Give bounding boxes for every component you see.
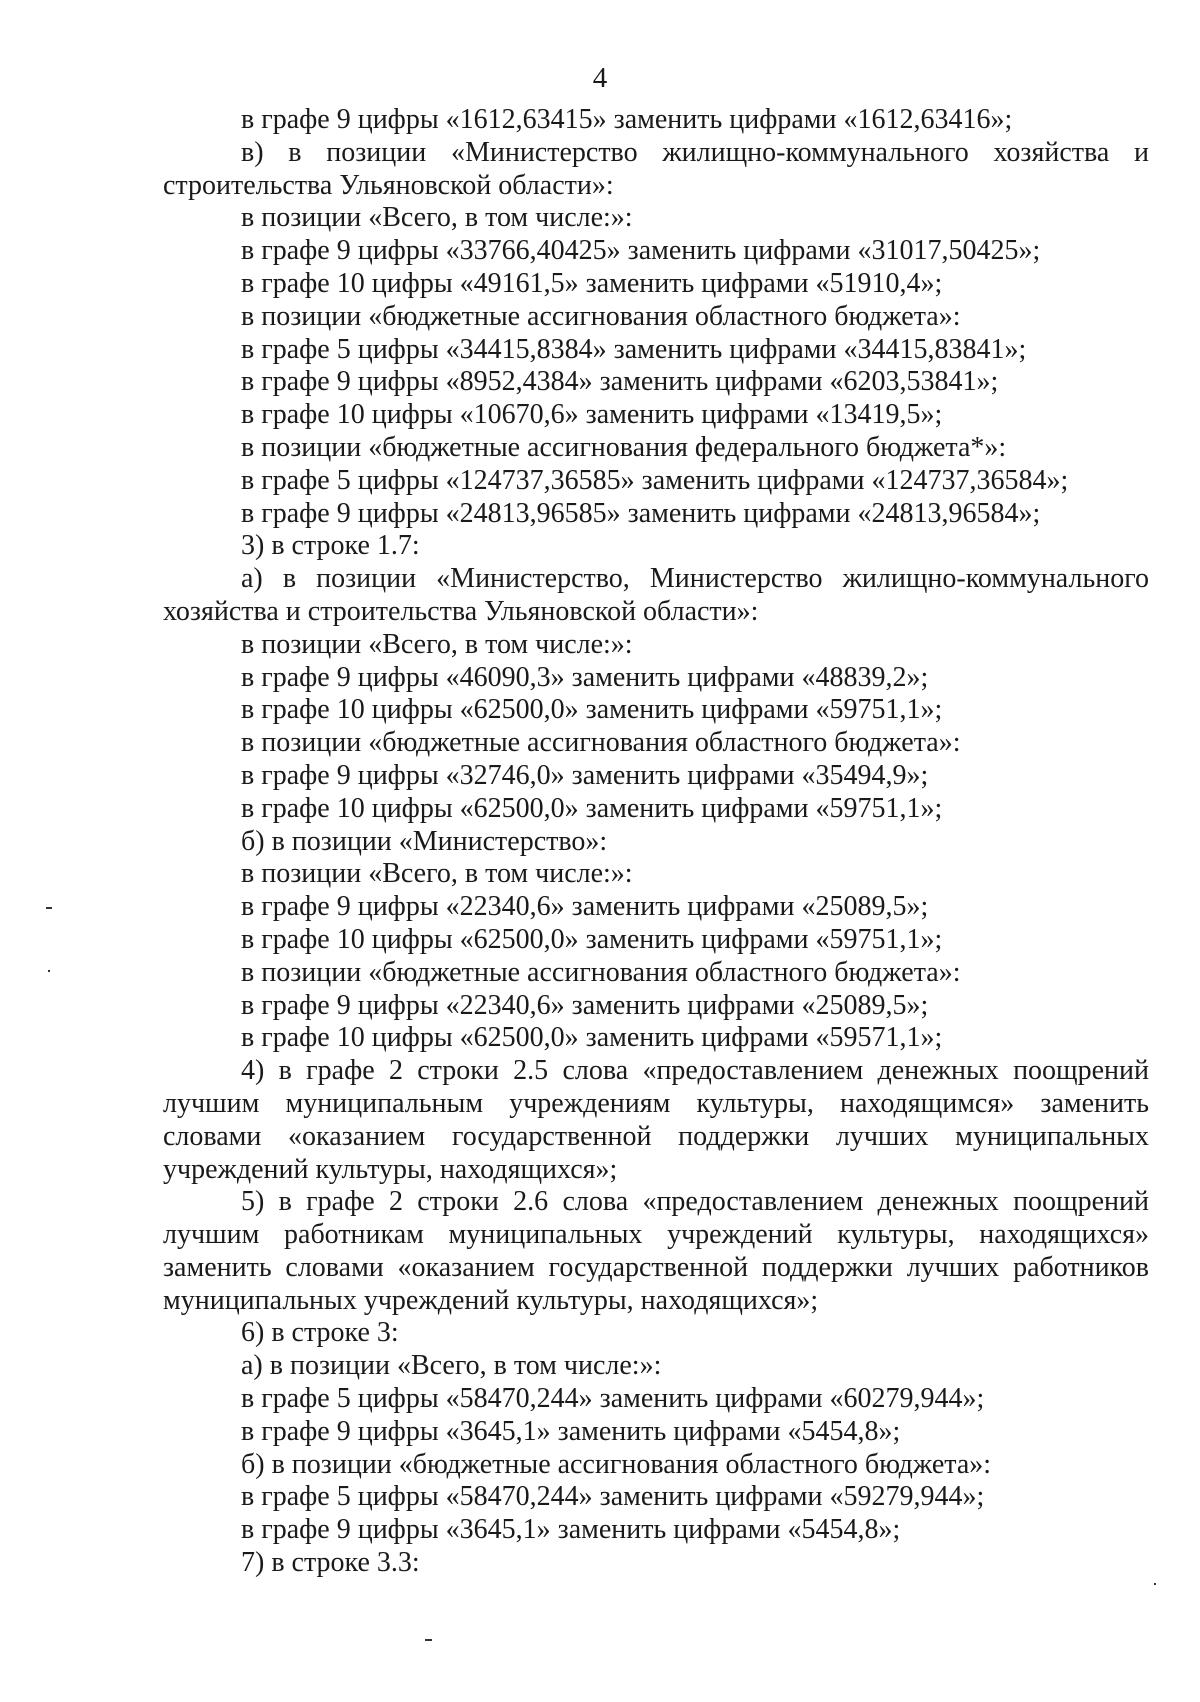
text-line: в позиции «Всего, в том числе:»: [241,858,633,890]
text-line: в графе 10 цифры «62500,0» заменить цифрами «59751,1»; [241,792,943,824]
paragraph-item-3a: а) в позиции «Министерство, Министерство жилищно-коммунального хозяйства и строительства Ульяновской области»: [163,563,1149,627]
text-line: в графе 9 цифры «33766,40425» заменить цифрами «31017,50425»; [241,235,1041,267]
text-line: в графе 9 цифры «22340,6» заменить цифрами «25089,5»; [241,891,929,923]
text-line: в позиции «бюджетные ассигнования областного бюджета»: [241,300,961,332]
text-line: в графе 9 цифры «1612,63415» заменить цифрами «1612,63416»; [241,104,1013,135]
scan-speck [1154,1583,1156,1585]
text-line: в графе 10 цифры «49161,5» заменить цифрами «51910,4»; [241,267,943,299]
text-line: б) в позиции «бюджетные ассигнования областного бюджета»: [241,1448,992,1480]
text-line: в графе 5 цифры «58470,244» заменить цифрами «59279,944»; [241,1481,985,1513]
text-line: в графе 5 цифры «58470,244» заменить цифрами «60279,944»; [241,1383,985,1415]
scan-speck [46,907,52,909]
page-number: 4 [592,62,608,94]
scan-speck [48,970,50,972]
text-line: в графе 9 цифры «24813,96585» заменить цифрами «24813,96584»; [241,497,1041,529]
text-line: в графе 9 цифры «32746,0» заменить цифрами «35494,9»; [241,759,929,791]
text-line: в графе 10 цифры «62500,0» заменить цифрами «59571,1»; [241,1022,943,1054]
section-heading-3: 3) в строке 1.7: [241,530,420,562]
text-line: в позиции «бюджетные ассигнования областного бюджета»: [241,956,961,988]
text-line: в графе 10 цифры «10670,6» заменить цифрами «13419,5»; [241,399,943,431]
scan-speck [425,1639,432,1641]
text-line: в графе 10 цифры «62500,0» заменить цифрами «59751,1»; [241,923,943,955]
paragraph-item-5: 5) в графе 2 строки 2.6 слова «предоставлением денежных поощрений лучшим работникам муниципальных учреждений культуры, находящихся» заменить словами «оказанием государственной поддержки лучших работников муниципальных учреждений культуры, находящихся»; [163,1186,1149,1316]
text-line: в позиции «бюджетные ассигнования федерального бюджета*»: [241,431,1007,463]
text-line: а) в позиции «Всего, в том числе:»: [241,1350,662,1382]
text-line: б) в позиции «Министерство»: [241,825,608,857]
paragraph-item-4: 4) в графе 2 строки 2.5 слова «предоставлением денежных поощрений лучшим муниципальным учреждениям культуры, находящимся» заменить словами «оказанием государственной поддержки лучших муниципальных учреждений культуры, находящихся»; [163,1055,1149,1185]
text-line: в графе 5 цифры «124737,36585» заменить цифрами «124737,36584»; [241,464,1069,496]
text-line: в графе 9 цифры «3645,1» заменить цифрами «5454,8»; [241,1415,901,1447]
section-heading-7: 7) в строке 3.3: [241,1547,420,1579]
section-heading-6: 6) в строке 3: [241,1317,399,1349]
text-line: в позиции «Всего, в том числе:»: [241,202,633,234]
text-line: в графе 9 цифры «3645,1» заменить цифрами «5454,8»; [241,1514,901,1546]
paragraph-item-v: в) в позиции «Министерство жилищно-коммунального хозяйства и строительства Ульяновской области»: [163,136,1149,201]
text-line: в графе 9 цифры «22340,6» заменить цифрами «25089,5»; [241,989,929,1021]
document-body [163,104,1149,1580]
text-line: в позиции «Всего, в том числе:»: [241,628,633,660]
text-line: в позиции «бюджетные ассигнования областного бюджета»: [241,727,961,759]
text-line: в графе 10 цифры «62500,0» заменить цифрами «59751,1»; [241,694,943,726]
text-line: в графе 9 цифры «8952,4384» заменить цифрами «6203,53841»; [241,366,999,398]
text-line: в графе 5 цифры «34415,8384» заменить цифрами «34415,83841»; [241,333,1027,365]
text-line: в графе 9 цифры «46090,3» заменить цифрами «48839,2»; [241,661,929,693]
